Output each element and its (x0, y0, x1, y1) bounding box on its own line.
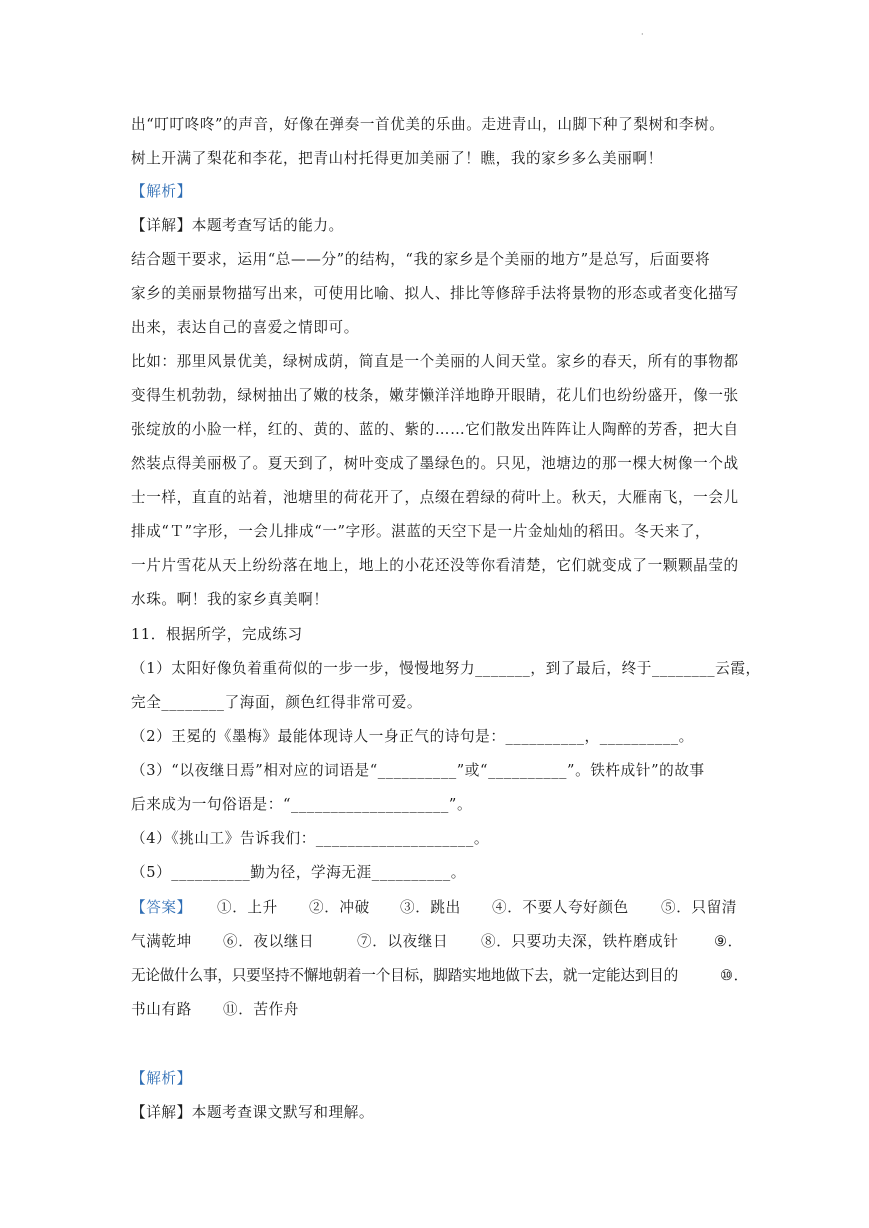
answer-item: ①．上升 (217, 899, 278, 916)
detail-line: 【详解】本题考查写话的能力。 (131, 217, 344, 234)
answer-item: ②．冲破 (309, 899, 370, 916)
text-line: 一片片雪花从天上纷纷落在地上，地上的小花还没等你看清楚，它们就变成了一颗颗晶莹的 (131, 557, 739, 574)
text-line: 出“叮叮咚咚”的声音，好像在弹奏一首优美的乐曲。走进青山，山脚下种了梨树和李树。 (131, 116, 725, 133)
answer-item: ⑩． (720, 967, 749, 984)
text-line: 张绽放的小脸一样，红的、黄的、蓝的、紫的……它们散发出阵阵让人陶醉的芳香，把大自 (131, 421, 739, 438)
text-line: 树上开满了梨花和李花，把青山村托得更加美丽了！瞧，我的家乡多么美丽啊！ (131, 150, 663, 167)
text-line: 变得生机勃勃，绿树抽出了嫩的枝条，嫩芽懒洋洋地睁开眼睛，花儿们也纷纷盛开，像一张 (131, 387, 739, 404)
question-item-5: （5）__________勤为径，学海无涯__________。 (131, 864, 466, 881)
answer-item: ⑪．苦作舟 (223, 1001, 299, 1018)
text-line: 然装点得美丽极了。夏天到了，树叶变成了墨绿色的。只见，池塘边的那一棵大树像一个战 (131, 455, 739, 472)
question-item-2: （2）王冕的《墨梅》最能体现诗人一身正气的诗句是：__________，__________。 (131, 728, 694, 745)
answer-item: 气满乾坤 (131, 933, 192, 950)
answer-item: ③．跳出 (400, 899, 461, 916)
answer-item: 书山有路 (131, 1001, 192, 1018)
text-line: 比如：那里风景优美，绿树成荫，简直是一个美丽的人间天堂。家乡的春天，所有的事物都 (131, 353, 739, 370)
answer-item: ⑥．夜以继日 (223, 933, 315, 950)
answer-item: ⑤．只留清 (661, 899, 737, 916)
analysis-label-2: 【解析】 (131, 1070, 192, 1087)
question-item-1-cont: 完全________了海面，颜色红得非常可爱。 (131, 694, 423, 711)
text-line: 排成“Ｔ”字形，一会儿排成“一”字形。湛蓝的天空下是一片金灿灿的稻田。冬天来了， (131, 523, 711, 540)
detail-line-2: 【详解】本题考查课文默写和理解。 (131, 1104, 375, 1121)
analysis-label: 【解析】 (131, 183, 192, 200)
answer-item: ⑧．只要功夫深，铁杵磨成针 (481, 933, 679, 950)
question-item-1: （1）太阳好像负着重荷似的一步一步，慢慢地努力_______，到了最后，终于________云霞， (131, 660, 761, 677)
answer-item: ⑨． (714, 933, 743, 950)
answer-item: ④．不要人夸好颜色 (492, 899, 629, 916)
question-item-3: （3）“以夜继日焉”相对应的词语是“__________”或“__________”。铁杵成针”的故事 (131, 762, 705, 779)
question-title: 11．根据所学，完成练习 (131, 626, 303, 643)
text-line: 出来，表达自己的喜爱之情即可。 (131, 319, 359, 336)
question-item-4: （4）《挑山工》告诉我们：____________________。 (131, 830, 490, 847)
answer-item: ⑦．以夜继日 (357, 933, 449, 950)
text-line: 水珠。啊！我的家乡真美啊！ (131, 591, 329, 608)
text-line: 士一样，直直的站着，池塘里的荷花开了，点缀在碧绿的荷叶上。秋天，大雁南飞，一会儿 (131, 489, 739, 506)
text-line: 结合题干要求，运用“总——分”的结构，“我的家乡是个美丽的地方”是总写，后面要将 (131, 251, 711, 268)
question-item-3-cont: 后来成为一句俗语是：“____________________”。 (131, 796, 473, 813)
answer-label: 【答案】 (131, 899, 192, 916)
text-line: 家乡的美丽景物描写出来，可使用比喻、拟人、排比等修辞手法将景物的形态或者变化描写 (131, 285, 739, 302)
answer-item: 无论做什么事，只要坚持不懈地朝着一个目标，脚踏实地地做下去，就一定能达到目的 (131, 967, 678, 984)
page-marker: · (641, 30, 644, 39)
